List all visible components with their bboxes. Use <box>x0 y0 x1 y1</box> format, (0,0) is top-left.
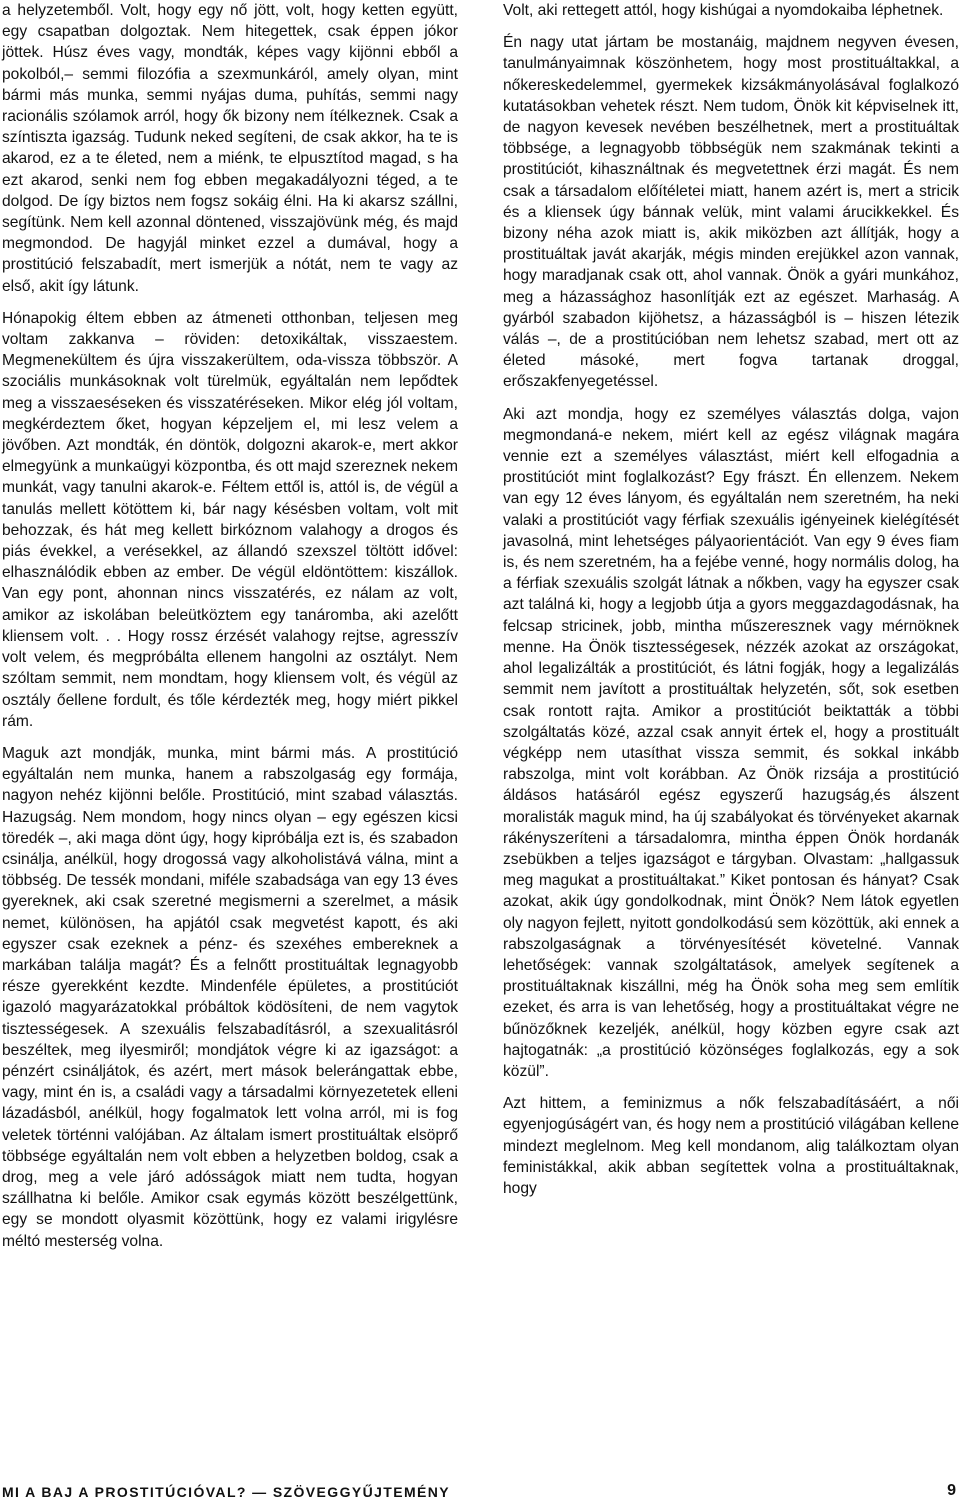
paragraph: Én nagy utat jártam be mostanáig, majdnem negyven évesen, tanulmányaimnak köszönhetem, hogy most prostituáltakkal, a nőkereskedelemmel, gyermekek kizsákmányolásával foglalkozó kutatásokban vehetek részt. Nem tudom, Önök kit képviselnek itt, de nagyon kevesek nevében beszélhetnek, mert a prostituáltak többsége, a legnagyobb többségük nem szakmának tekinti a prostitúciót, kihasználtnak és megvetettnek érzi magát. És nem csak a társadalom előítéletei miatt, hanem azért is, mert a stricik és a kliensek úgy bánnak velük, mint valami árucikkekkel. És bizony néha azok miatt is, akik miközben azt állítják, hogy a prostituáltak javát akarják, mégis minden erejükkel azon vannak, hogy maradjanak csak ott, ahol vannak. Önök a gyári munkához, meg a házassághoz hasonlítják ezt az egészet. Marhaság. A gyárból szabadon kijöhetsz, a házasságból is – hiszen létezik válás –, de a prostitúcióban nem lehetsz szabad, mert ott az életed másoké, mert fogva tartanak droggal, erőszakfenyegetéssel. <box>503 34 959 391</box>
running-footer-title: MI A BAJ A PROSTITÚCIÓVAL? — SZÖVEGGYŰJTEMÉNY <box>2 1484 451 1500</box>
paragraph: a helyzetemből. Volt, hogy egy nő jött, volt, hogy ketten együtt, egy csapatban dolgoztak. Nem hitegettek, csak éppen jókor jöttek. Húsz éves vagy, mondták, képes vagy kijönni ebből a pokolból,– semmi filozófia a szexmunkáról, amely olyan, mint bármi más munka, semmi nyájas duma, puhítás, semmi nagy racionális szólamok arról, hogy ők bizony nem ítélkeznek. Csak a színtiszta igazság. Tudunk neked segíteni, de csak akkor, ha te is akarod, ez a te életed, nem a miénk, te elpusztítod magad, s ha ezt akarod, senki nem fog ebben megakadályozni téged, a te dolgod. De így biztos nem fogsz sokáig élni. Ha ki akarsz szállni, segítünk. Nem kell azonnal döntened, visszajövünk még, és majd megmondod. De hagyjál minket ezzel a dumával, hogy a prostitúció felszabadít, mert ismerjük a nótát, nem te vagy az első, akit így látunk. <box>2 2 458 295</box>
paragraph: Hónapokig éltem ebben az átmeneti otthonban, teljesen meg voltam zakkanva – röviden: detoxikáltak, visszaestem. Megmenekültem és újra visszakerültem, oda-vissza többször. A szociális munkásoknak volt türelmük, egyáltalán nem lepődtek meg a visszaeséseken és visszatéréseken. Mikor elég jól voltam, megkérdeztem őket, hogyan képzeljem el, mi lesz velem a jövőben. Azt mondták, én döntök, dolgozni akarok-e, mert akkor elmegyünk a munkaügyi központba, és ott majd szereznek nekem munkát, vagy tanulni akarok-e. Féltem ettől is, attól is, de végül a tanulás mellett kötöttem ki, bár nagy késésben voltam, volt mit behozzak, és hát meg kellett birkóznom valahogy a drogos és piás évekkel, a verésekkel, az állandó szexszel töltött idővel: elhasználódik ebben az ember. De végül eldöntöttem: kiszállok. Van egy pont, ahonnan nincs visszatérés, ez nálam az volt, amikor az iskolában beleütköztem egy tanáromba, aki azelőtt kliensem volt. . . Hogy rossz érzését valahogy rejtse, agresszív volt velem, és megpróbálta ellenem hangolni az osztályt. Nem szóltam semmit, nem mondtam, hogy kliensem volt, és végül az osztály őellene fordult, és tőle kérdezték meg, hogy miért pikkel rám. <box>2 309 458 730</box>
page-number: 9 <box>947 1482 956 1499</box>
right-text-column <box>503 0 959 1210</box>
paragraph: Azt hittem, a feminizmus a nők felszabadításáért, a női egyenjogúságért van, és hogy nem a prostitúció világában kellene mindezt meglelnom. Meg kell mondanom, alig találkoztam olyan feministákkal, akik abban segítettek volna a prostituáltaknak, hogy <box>503 1095 959 1197</box>
paragraph: Volt, aki rettegett attól, hogy kishúgai a nyomdokaiba léphetnek. <box>503 2 944 19</box>
paragraph: Aki azt mondja, hogy ez személyes választás dolga, vajon megmondaná-e nekem, miért kell az egész világnak magára vennie ezt a személyes választást, miért kell elfogadnia a prostitúciót mint foglalkozást? Egy frászt. Én ellenzem. Nekem van egy 12 éves lányom, és egyáltalán nem szeretném, ha neki valaki a prostitúciót vagy férfiak szexuális igényeinek kielégítését javasolná, mint lehetséges pályaorientációt. Van egy 9 éves fiam is, és nem szeretném, ha a fejébe venné, hogy normális dolog, ha a férfiak szexuális szolgát látnak a nőkben, vagy ha egyszer csak azt találná ki, hogy a legjobb útja a gyors meggazdagodásnak, ha felcsap stricinek, jobb, mintha műszeresznek vagy mérnöknek menne. Ha Önök tisztességesek, nézzék azokat az országokat, ahol legalizálták a prostitúciót, és látni fogják, hogy a legalizálás semmit nem javított a prostituáltak helyzetén, sőt, sok esetben csak rontott rajta. Amikor a prostitúciót beiktatták a többi szolgáltatás közé, azzal csak annyit értek el, hogy a prostituált végképp nem utasíthat vissza semmit, és sokkal inkább rabszolga, mint volt korábban. Az Önök rizsája a prostitúció áldásos hatásáról egész egyszerű hazugság,és álszent moralisták maguk mind, ha új szabályokat és törvényeket akarnak rákényszeríteni a társadalomra, mintha éppen Önök hordanák zsebükben a teljes igazságot e tárgyban. Olvastam: „hallgassuk meg magukat a prostituáltakat.” Kiket pontosan és hányat? Csak azokat, akik úgy gondolkodnak, mint Önök? Nem látok egyetlen oly nagyon fejlett, nyitott gondolkodású sem közöttük, aki ennek a rabszolgaságnak a törvényesítését követelné. Vannak lehetőségek: vannak szolgáltatások, amelyek segítenek a prostituáltaknak kiszállni, még ha Önök soha meg sem említik ezeket, és arra is van lehetőség, hogy a prostituáltakat végre ne bűnözőknek kezeljék, anélkül, hogy közben egyre csak azt hajtogatnák: „a prostitúció közönséges foglalkozás, egy a sok közül”. <box>503 405 959 1080</box>
paragraph: Maguk azt mondják, munka, mint bármi más. A prostitúció egyáltalán nem munka, hanem a rabszolgaság egy formája, nagyon nehéz kijönni belőle. Prostitúció, mint szabad választás. Hazugság. Nem mondom, hogy nincs olyan – egy egészen kicsi töredék –, aki maga dönt úgy, hogy kipróbálja ezt is, és szabadon csinálja, anélkül, hogy drogossá vagy alkoholistává válna, mint a többség. De tessék mondani, miféle szabadsága van egy 13 éves gyereknek, aki csak szeretné megismerni a szerelmet, a másik nemet, különösen, ha apjától csak megvetést kapott, és aki egyszer csak ezeknek a pénz- és szexéhes embereknek a markában találja magát? És a felnőtt prostituáltak legnagyobb része gyerekként kezdte. Mindenféle épületes, a prostitúciót igazoló magyarázatokkal próbáltok ködösíteni, de nem vagytok tisztességesek. A szexuális felszabadításról, a szexualitásról beszéltek, meg ilyesmiről; mondjátok végre ki az igazságot: a pénzért csináljátok, és azért, mert mások belerángattak ebbe, vagy, mint én is, a családi vagy a társadalmi környezetetek elleni lázadásból, anélkül, hogy fogalmatok lett volna arról, mi is fog veletek történni valójában. Az általam ismert prostituáltak elsöprő többsége egyáltalán nem volt ebben a helyzetben boldog, csak a drog, meg a vele járó adósságok miatt nem tudta, hogyan szállhatna ki belőle. Amikor csak egymás között beszélgettünk, egy se mondott olyasmit közöttünk, hogy ez valami irigylésre méltó mesterség volna. <box>2 744 458 1250</box>
left-text-column <box>2 0 458 1263</box>
